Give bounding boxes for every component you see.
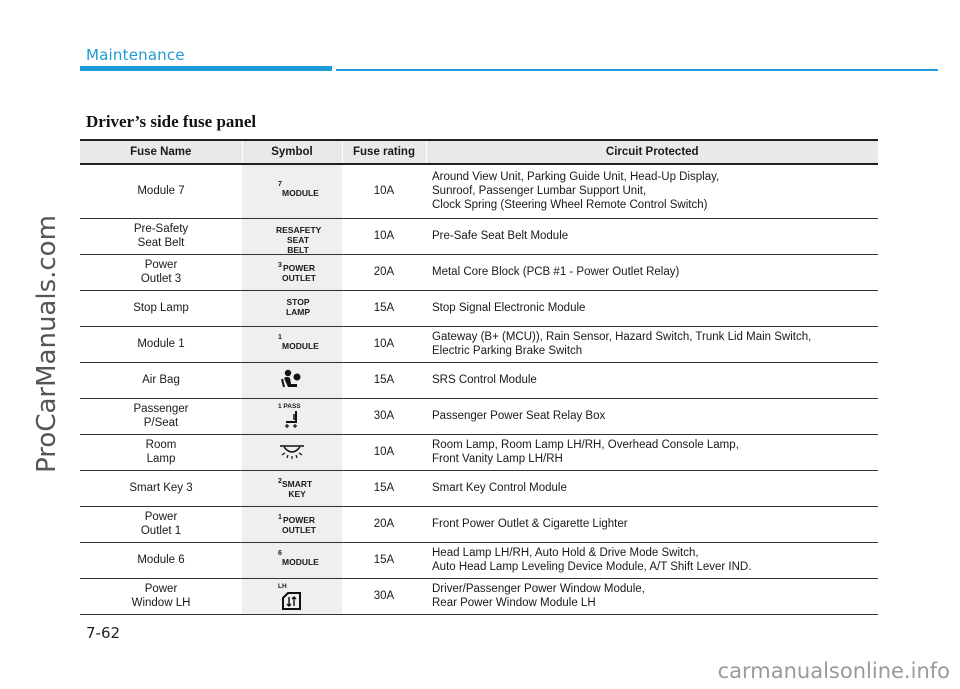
fuse-symbol	[242, 470, 342, 506]
header-rule-thick	[80, 66, 332, 71]
fuse-table-body	[80, 164, 878, 614]
circuit-protected: Around View Unit, Parking Guide Unit, Head-Up Display, Sunroof, Passenger Lumbar Support Unit, Clock Spring (Steering Wheel Remote Control Switch)	[426, 164, 878, 218]
fuse-rating: 10A	[342, 164, 426, 218]
symbol-label: 1 PASS	[278, 403, 301, 410]
col-symbol: Symbol	[242, 140, 342, 164]
fuse-rating: 10A	[342, 326, 426, 362]
fuse-rating: 15A	[342, 362, 426, 398]
fuse-name: Module 6	[80, 542, 242, 578]
circuit-protected: Front Power Outlet & Cigarette Lighter	[426, 506, 878, 542]
circuit-protected: Gateway (B+ (MCU)), Rain Sensor, Hazard Switch, Trunk Lid Main Switch, Electric Parking Brake Switch	[426, 326, 878, 362]
circuit-protected: Head Lamp LH/RH, Auto Hold & Drive Mode Switch, Auto Head Lamp Leveling Device Module, A/T Shift Lever IND.	[426, 542, 878, 578]
circuit-protected: Room Lamp, Room Lamp LH/RH, Overhead Console Lamp, Front Vanity Lamp LH/RH	[426, 434, 878, 470]
fuse-name: Air Bag	[80, 362, 242, 398]
fuse-symbol	[242, 164, 342, 218]
fuse-rating: 30A	[342, 398, 426, 434]
fuse-rating: 20A	[342, 254, 426, 290]
fuse-rating: 30A	[342, 578, 426, 614]
fuse-name: Module 1	[80, 326, 242, 362]
fuse-name: Pre-Safety Seat Belt	[80, 218, 242, 254]
fuse-symbol	[242, 326, 342, 362]
fuse-name: Power Outlet 3	[80, 254, 242, 290]
table-row	[80, 398, 878, 434]
fuse-name: Passenger P/Seat	[80, 398, 242, 434]
symbol-superscript: 1	[278, 514, 282, 521]
symbol-superscript: 7	[278, 181, 282, 189]
table-row	[80, 254, 878, 290]
fuse-name: Smart Key 3	[80, 470, 242, 506]
symbol-text: MODULE	[282, 188, 319, 199]
fuse-rating: 15A	[342, 290, 426, 326]
fuse-name: Room Lamp	[80, 434, 242, 470]
circuit-protected: SRS Control Module	[426, 362, 878, 398]
fuse-symbol	[242, 290, 342, 326]
fuse-symbol	[242, 254, 342, 290]
symbol-text: POWER OUTLET	[282, 515, 316, 535]
symbol-text: MODULE	[282, 557, 319, 567]
fuse-name: Power Window LH	[80, 578, 242, 614]
table-row	[80, 326, 878, 362]
table-row	[80, 362, 878, 398]
fuse-symbol	[242, 398, 342, 434]
circuit-protected: Passenger Power Seat Relay Box	[426, 398, 878, 434]
symbol-superscript: 3	[278, 262, 282, 269]
col-circuit-protected: Circuit Protected	[426, 140, 878, 164]
symbol-superscript: 1	[278, 334, 282, 341]
fuse-symbol	[242, 578, 342, 614]
table-row	[80, 506, 878, 542]
symbol-superscript: 2	[278, 478, 282, 485]
circuit-protected: Metal Core Block (PCB #1 - Power Outlet Relay)	[426, 254, 878, 290]
fuse-name: Power Outlet 1	[80, 506, 242, 542]
symbol-superscript: 6	[278, 550, 282, 557]
fuse-rating: 10A	[342, 218, 426, 254]
bottom-watermark: carmanualsonline.info	[717, 659, 950, 683]
table-row	[80, 218, 878, 254]
symbol-text: POWER OUTLET	[282, 263, 316, 283]
symbol-text: MODULE	[282, 341, 319, 351]
fuse-table-header	[80, 140, 878, 164]
page-number: 7-62	[86, 624, 121, 642]
table-row	[80, 434, 878, 470]
table-row	[80, 290, 878, 326]
fuse-rating: 15A	[342, 470, 426, 506]
table-row	[80, 542, 878, 578]
fuse-symbol	[242, 542, 342, 578]
symbol-text: STOP LAMP	[285, 297, 311, 317]
fuse-symbol	[242, 434, 342, 470]
fuse-rating: 15A	[342, 542, 426, 578]
header-rule-thin	[336, 69, 938, 71]
fuse-table	[80, 139, 878, 615]
col-fuse-name: Fuse Name	[80, 140, 242, 164]
symbol-text: SMART KEY	[282, 479, 313, 499]
col-fuse-rating: Fuse rating	[342, 140, 426, 164]
symbol-label: LH	[278, 583, 287, 590]
symbol-text: RESAFETY SEAT BELT	[276, 225, 322, 255]
section-title: Maintenance	[86, 46, 185, 64]
fuse-name: Module 7	[80, 164, 242, 218]
fuse-rating: 10A	[342, 434, 426, 470]
fuse-rating: 20A	[342, 506, 426, 542]
fuse-symbol	[242, 362, 342, 398]
fuse-name: Stop Lamp	[80, 290, 242, 326]
circuit-protected: Pre-Safe Seat Belt Module	[426, 218, 878, 254]
table-row	[80, 470, 878, 506]
table-row	[80, 164, 878, 218]
table-row	[80, 578, 878, 614]
side-watermark: ProCarManuals.com	[32, 215, 62, 473]
fuse-symbol	[242, 506, 342, 542]
fuse-symbol	[242, 218, 342, 254]
page-heading: Driver’s side fuse panel	[86, 112, 257, 131]
circuit-protected: Smart Key Control Module	[426, 470, 878, 506]
circuit-protected: Stop Signal Electronic Module	[426, 290, 878, 326]
circuit-protected: Driver/Passenger Power Window Module, Rear Power Window Module LH	[426, 578, 878, 614]
